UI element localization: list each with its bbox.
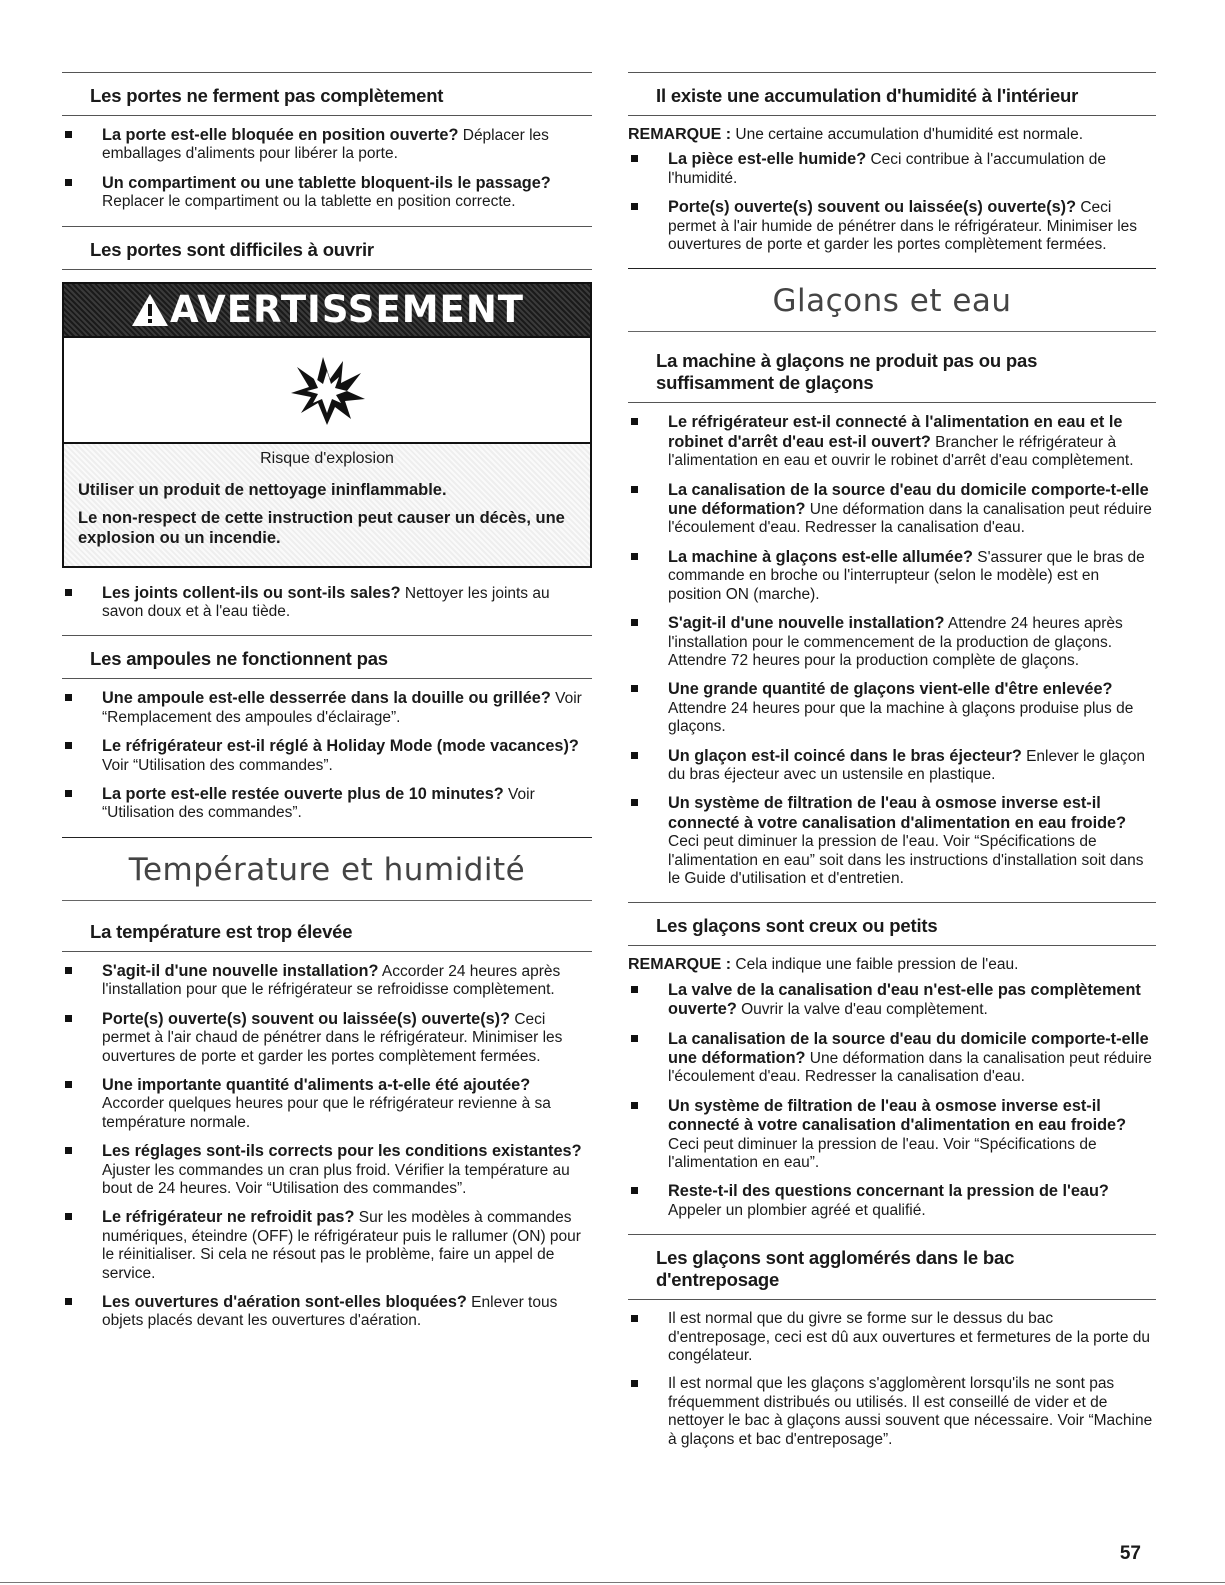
question-text: Le réfrigérateur est-il connecté à l'alimentation en eau et le robinet d'arrêt d'eau est-il ouvert? [668, 413, 1123, 451]
explosion-icon [287, 353, 367, 427]
question-text: S'agit-il d'une nouvelle installation? [668, 614, 945, 633]
section-title-ice-water: Glaçons et eau [628, 268, 1156, 332]
question-text: Porte(s) ouverte(s) souvent ou laissée(s) ouverte(s)? [668, 198, 1077, 217]
question-text: Les joints collent-ils ou sont-ils sales? [102, 583, 401, 602]
heading-ice-clumped: Les glaçons sont agglomérés dans le bac d'entreposage [628, 1234, 1156, 1300]
page-number: 57 [1119, 1543, 1141, 1564]
left-column [62, 72, 592, 1345]
list-item [62, 174, 592, 212]
answer-text: Voir “Utilisation des commandes”. [102, 786, 535, 822]
answer-text: S'assurer que le bras de commande en broche ou l'interrupteur (selon le modèle) est en position ON (marche). [668, 548, 1145, 603]
answer-text: Il est normal que du givre se forme sur le dessus du bac d'entreposage, ceci est dû aux ouvertures et fermetures de la porte du congélateur. [668, 1310, 1151, 1365]
question-text: Le réfrigérateur ne refroidit pas? [102, 1208, 355, 1227]
warning-consequence: Le non-respect de cette instruction peut causer un décès, une explosion ou un incendie. [78, 508, 565, 547]
question-text: La pièce est-elle humide? [668, 150, 867, 169]
list-temperature-too-high [62, 962, 592, 1331]
list-item [62, 1293, 592, 1331]
list-item [62, 785, 592, 823]
heading-temperature-too-high: La température est trop élevée [62, 909, 592, 952]
list-item [628, 680, 1156, 736]
answer-text: Ceci peut diminuer la pression de l'eau. Voir “Spécifications de l'alimentation en eau” soit dans les instructions d'installation soit dans le Guide d'utilisation et d'entretien. [668, 833, 1144, 887]
answer-text: Déplacer les emballages d'aliments pour libérer la porte. [102, 127, 549, 163]
list-item [62, 962, 592, 1000]
note-humidity [628, 126, 1156, 144]
answer-text: Replacer le compartiment ou la tablette en position correcte. [102, 193, 516, 211]
list-ice-clumped [628, 1310, 1156, 1449]
answer-text: Ceci permet à l'air chaud de pénétrer dans le réfrigérateur. Minimiser les ouvertures de porte et garder les portes complètement fermées. [102, 1010, 563, 1065]
answer-text: Accorder 24 heures après l'installation pour que le réfrigérateur se refroidisse complètement. [102, 962, 561, 999]
question-text: La porte est-elle restée ouverte plus de 10 minutes? [102, 785, 504, 804]
list-item [628, 614, 1156, 670]
question-text: La machine à glaçons est-elle allumée? [668, 547, 973, 566]
warning-instruction: Utiliser un produit de nettoyage ininflammable. [78, 480, 447, 499]
question-text: Une importante quantité d'aliments a-t-elle été ajoutée? [102, 1075, 531, 1094]
list-item [628, 548, 1156, 604]
question-text: Un glaçon est-il coincé dans le bras éjecteur? [668, 746, 1022, 765]
list-item [62, 584, 592, 622]
list-item [628, 198, 1156, 254]
answer-text: Attendre 24 heures après l'installation pour le commencement de la production de glaçons. Attendre 72 heures pour la production complète de glaçons. [668, 615, 1123, 669]
warning-symbol-area [64, 338, 590, 444]
heading-ice-maker-not-producing: La machine à glaçons ne produit pas ou pas suffisamment de glaçons [628, 340, 1156, 403]
answer-text: Une déformation dans la canalisation peut réduire l'écoulement d'eau. Redresser la canalisation d'eau. [668, 1050, 1152, 1086]
heading-doors-hard-to-open: Les portes sont difficiles à ouvrir [62, 226, 592, 270]
question-text: La valve de la canalisation d'eau n'est-elle pas complètement ouverte? [668, 980, 1141, 1019]
list-item [628, 747, 1156, 785]
answer-text: Enlever tous objets placés devant les ouvertures d'aération. [102, 1293, 558, 1330]
list-item [628, 1030, 1156, 1087]
note-ice-hollow [628, 956, 1156, 974]
list-item [628, 1097, 1156, 1173]
question-text: Le réfrigérateur est-il réglé à Holiday Mode (mode vacances)? [102, 737, 579, 756]
note-text: Cela indique une faible pression de l'eau. [731, 956, 1019, 974]
warning-title: AVERTISSEMENT [169, 288, 525, 332]
list-humidity [628, 150, 1156, 254]
list-item [62, 689, 592, 727]
answer-text: Voir “Remplacement des ampoules d'éclairage”. [102, 690, 582, 726]
list-item [628, 1182, 1156, 1220]
list-bulbs-not-working [62, 689, 592, 822]
right-column [628, 72, 1156, 1463]
answer-text: Une déformation dans la canalisation peut réduire l'écoulement d'eau. Redresser la canalisation d'eau. [668, 501, 1152, 537]
list-item [628, 1310, 1156, 1365]
answer-text: Ouvrir la valve d'eau complètement. [736, 1001, 988, 1019]
warning-header [64, 284, 590, 338]
question-text: Porte(s) ouverte(s) souvent ou laissée(s) ouverte(s)? [102, 1009, 511, 1028]
answer-text: Nettoyer les joints au savon doux et à l'eau tiède. [102, 584, 550, 621]
answer-text: Brancher le réfrigérateur à l'alimentation en eau et ouvrir le robinet d'arrêt d'eau complètement. [668, 433, 1134, 470]
list-ice-maker-not-producing [628, 413, 1156, 888]
question-text: Une grande quantité de glaçons vient-elle d'être enlevée? [668, 680, 1113, 699]
answer-text: Ajuster les commandes un cran plus froid. Vérifier la température au bout de 24 heures. Voir “Utilisation des commandes”. [102, 1161, 570, 1197]
question-text: Les ouvertures d'aération sont-elles bloquées? [102, 1292, 467, 1311]
note-text: Une certaine accumulation d'humidité est normale. [731, 126, 1084, 143]
question-text: La porte est-elle bloquée en position ouverte? [102, 126, 459, 144]
list-item [628, 150, 1156, 188]
warning-body [64, 444, 590, 566]
question-text: Un système de filtration de l'eau à osmose inverse est-il connecté à votre canalisation d'alimentation en eau froide? [668, 1096, 1127, 1135]
question-text: Un système de filtration de l'eau à osmose inverse est-il connecté à votre canalisation d'alimentation en eau froide? [668, 794, 1127, 832]
heading-humidity: Il existe une accumulation d'humidité à l'intérieur [628, 72, 1156, 116]
list-item [62, 737, 592, 775]
heading-bulbs-not-working: Les ampoules ne fonctionnent pas [62, 635, 592, 679]
list-item [62, 1010, 592, 1066]
list-item [628, 981, 1156, 1020]
question-text: Reste-t-il des questions concernant la pression de l'eau? [668, 1182, 1109, 1201]
answer-text: Appeler un plombier agréé et qualifié. [668, 1201, 926, 1219]
question-text: La canalisation de la source d'eau du domicile comporte-t-elle une déformation? [668, 480, 1149, 519]
list-item [62, 1142, 592, 1198]
answer-text: Ceci permet à l'air humide de pénétrer dans le réfrigérateur. Minimiser les ouvertures de porte et garder les portes complètement fermées. [668, 199, 1138, 254]
list-item [628, 794, 1156, 888]
heading-doors-not-closing: Les portes ne ferment pas complètement [62, 72, 592, 116]
question-text: Un compartiment ou une tablette bloquent-ils le passage? [102, 173, 551, 192]
question-text: Une ampoule est-elle desserrée dans la douille ou grillée? [102, 689, 551, 708]
answer-text: Voir “Utilisation des commandes”. [102, 756, 333, 774]
question-text: La canalisation de la source d'eau du domicile comporte-t-elle une déformation? [668, 1029, 1149, 1067]
list-item [628, 481, 1156, 538]
list-doors-not-closing [62, 126, 592, 212]
answer-text: Ceci peut diminuer la pression de l'eau. Voir “Spécifications de l'alimentation en eau”. [668, 1135, 1097, 1172]
note-label: REMARQUE : [628, 956, 732, 974]
warning-triangle-icon [130, 292, 170, 328]
list-item [628, 413, 1156, 470]
list-item [62, 1076, 592, 1132]
list-item [62, 126, 592, 164]
warning-risk: Risque d'explosion [260, 449, 394, 467]
answer-text: Il est normal que les glaçons s'agglomèrent lorsqu'ils ne sont pas fréquemment distribués ou utilisés. Il est conseillé de vider et de nettoyer le bac à glaçons aussi souvent que nécessaire. Voir “Machine à glaçons et bac d'entreposage”. [668, 1375, 1153, 1448]
heading-ice-hollow-small: Les glaçons sont creux ou petits [628, 902, 1156, 946]
section-title-temperature: Température et humidité [62, 837, 592, 901]
note-label: REMARQUE : [628, 126, 732, 143]
list-doors-hard-to-open [62, 584, 592, 622]
answer-text: Attendre 24 heures pour que la machine à glaçons produise plus de glaçons. [668, 699, 1134, 736]
question-text: Les réglages sont-ils corrects pour les conditions existantes? [102, 1142, 582, 1161]
footer-rule [0, 1582, 1225, 1583]
list-item [62, 1208, 592, 1283]
answer-text: Ceci contribue à l'accumulation de l'humidité. [668, 151, 1107, 187]
warning-box [62, 282, 592, 568]
answer-text: Accorder quelques heures pour que le réfrigérateur revienne à sa température normale. [102, 1095, 551, 1131]
answer-text: Sur les modèles à commandes numériques, éteindre (OFF) le réfrigérateur puis le rallumer (ON) pour le réinitialiser. Si cela ne résout pas le problème, faire un appel de service. [102, 1209, 581, 1282]
answer-text: Enlever le glaçon du bras éjecteur avec un ustensile en plastique. [668, 747, 1145, 783]
list-ice-hollow-small [628, 981, 1156, 1220]
list-item [628, 1375, 1156, 1449]
question-text: S'agit-il d'une nouvelle installation? [102, 961, 379, 980]
